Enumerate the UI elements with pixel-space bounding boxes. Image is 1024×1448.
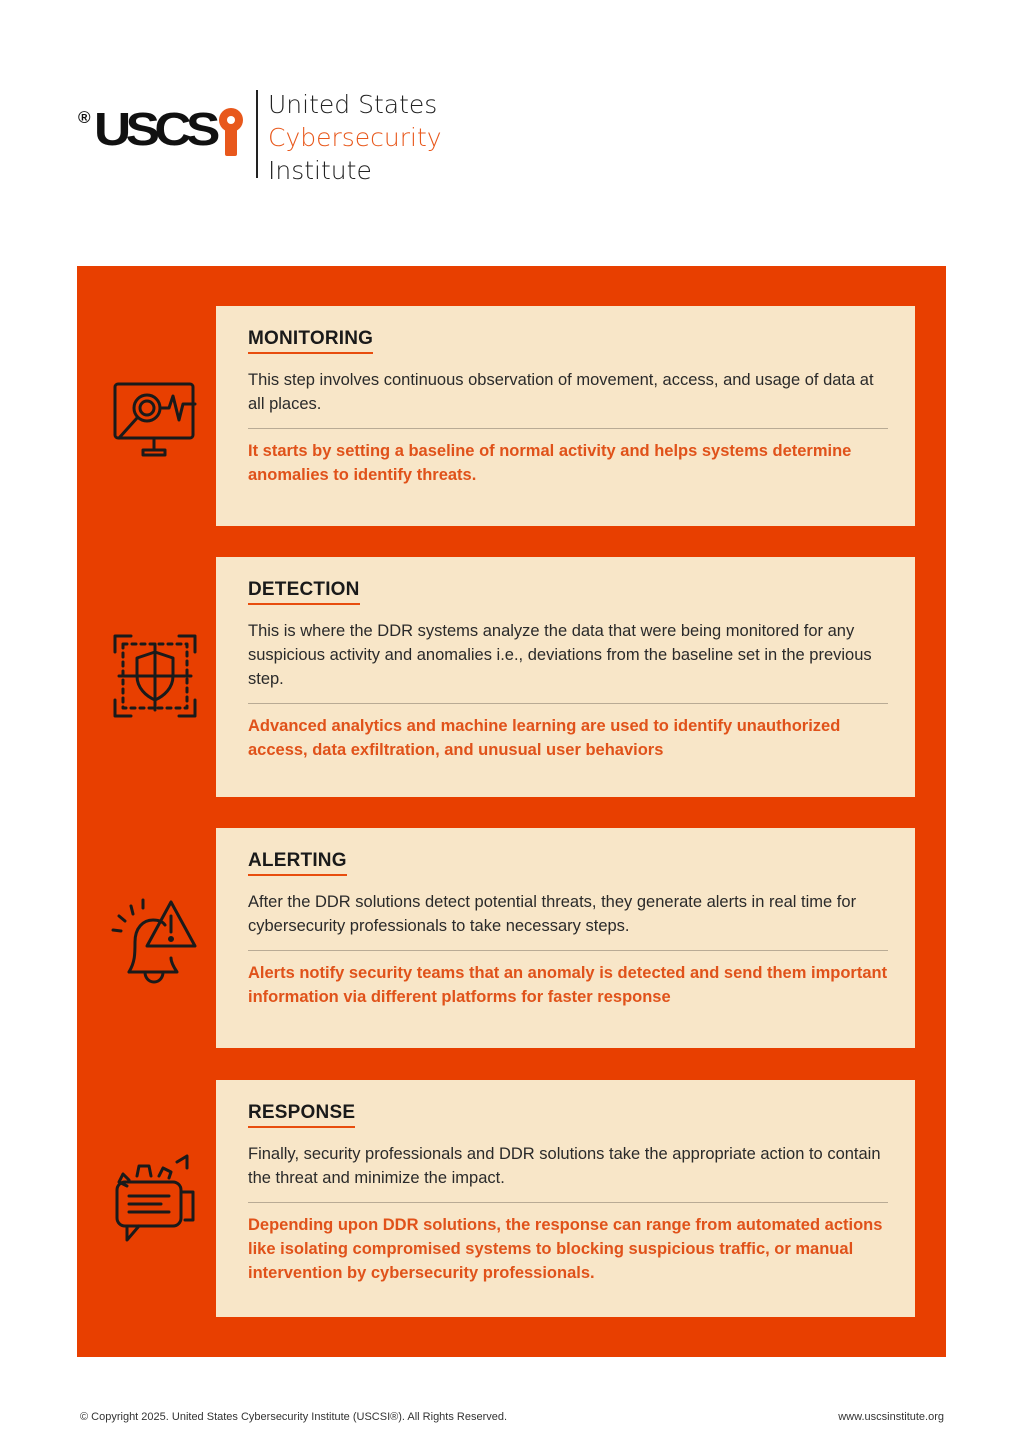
step-note: It starts by setting a baseline of normal activity and helps systems determine anomalies to identify threats. <box>248 442 852 484</box>
brand-logo <box>78 88 442 185</box>
step-title: MONITORING <box>248 328 373 354</box>
divider <box>248 1202 888 1203</box>
step-note: Advanced analytics and machine learning are used to identify unauthorized access, data exfiltration, and unusual user behaviors <box>248 717 841 759</box>
step-title: DETECTION <box>248 579 360 605</box>
logo-line-1: United States <box>268 90 438 119</box>
step-note: Alerts notify security teams that an anomaly is detected and send them important information via different platforms for faster response <box>248 964 888 1006</box>
step-card-detection <box>216 557 915 797</box>
step-note: Depending upon DDR solutions, the response can range from automated actions like isolating compromised systems to blocking suspicious traffic, or manual intervention by cybersecurity professionals. <box>248 1216 883 1282</box>
logo-line-2: Cybersecurity <box>268 123 442 152</box>
step-card-response <box>216 1080 915 1317</box>
shield-scan-icon <box>109 630 201 722</box>
step-card-alerting <box>216 828 915 1048</box>
logo-mark: USCS <box>94 103 215 155</box>
divider <box>248 428 888 429</box>
keyhole-icon <box>218 108 244 156</box>
bell-warning-icon <box>109 892 201 984</box>
step-description: This step involves continuous observation of movement, access, and usage of data at all places. <box>248 371 874 413</box>
step-description: This is where the DDR systems analyze the data that were being monitored for any suspicious activity and anomalies i.e., deviations from the baseline set in the previous step. <box>248 622 872 688</box>
monitor-search-icon <box>109 374 201 466</box>
registered-mark: ® <box>78 108 91 127</box>
step-title: ALERTING <box>248 850 347 876</box>
step-description: Finally, security professionals and DDR solutions take the appropriate action to contain the threat and minimize the impact. <box>248 1145 881 1187</box>
gear-chat-icon <box>109 1152 201 1244</box>
footer-website-link[interactable]: www.uscsinstitute.org <box>838 1411 944 1423</box>
step-title: RESPONSE <box>248 1102 355 1128</box>
logo-line-3: Institute <box>268 156 372 185</box>
logo-wordmark <box>268 88 442 187</box>
footer-copyright: © Copyright 2025. United States Cybersecurity Institute (USCSI®). All Rights Reserved. <box>80 1411 508 1423</box>
steps-panel <box>77 266 946 1357</box>
divider <box>248 703 888 704</box>
logo-divider <box>256 90 258 178</box>
step-description: After the DDR solutions detect potential threats, they generate alerts in real time for cybersecurity professionals to take necessary steps. <box>248 893 857 935</box>
step-card-monitoring <box>216 306 915 526</box>
divider <box>248 950 888 951</box>
